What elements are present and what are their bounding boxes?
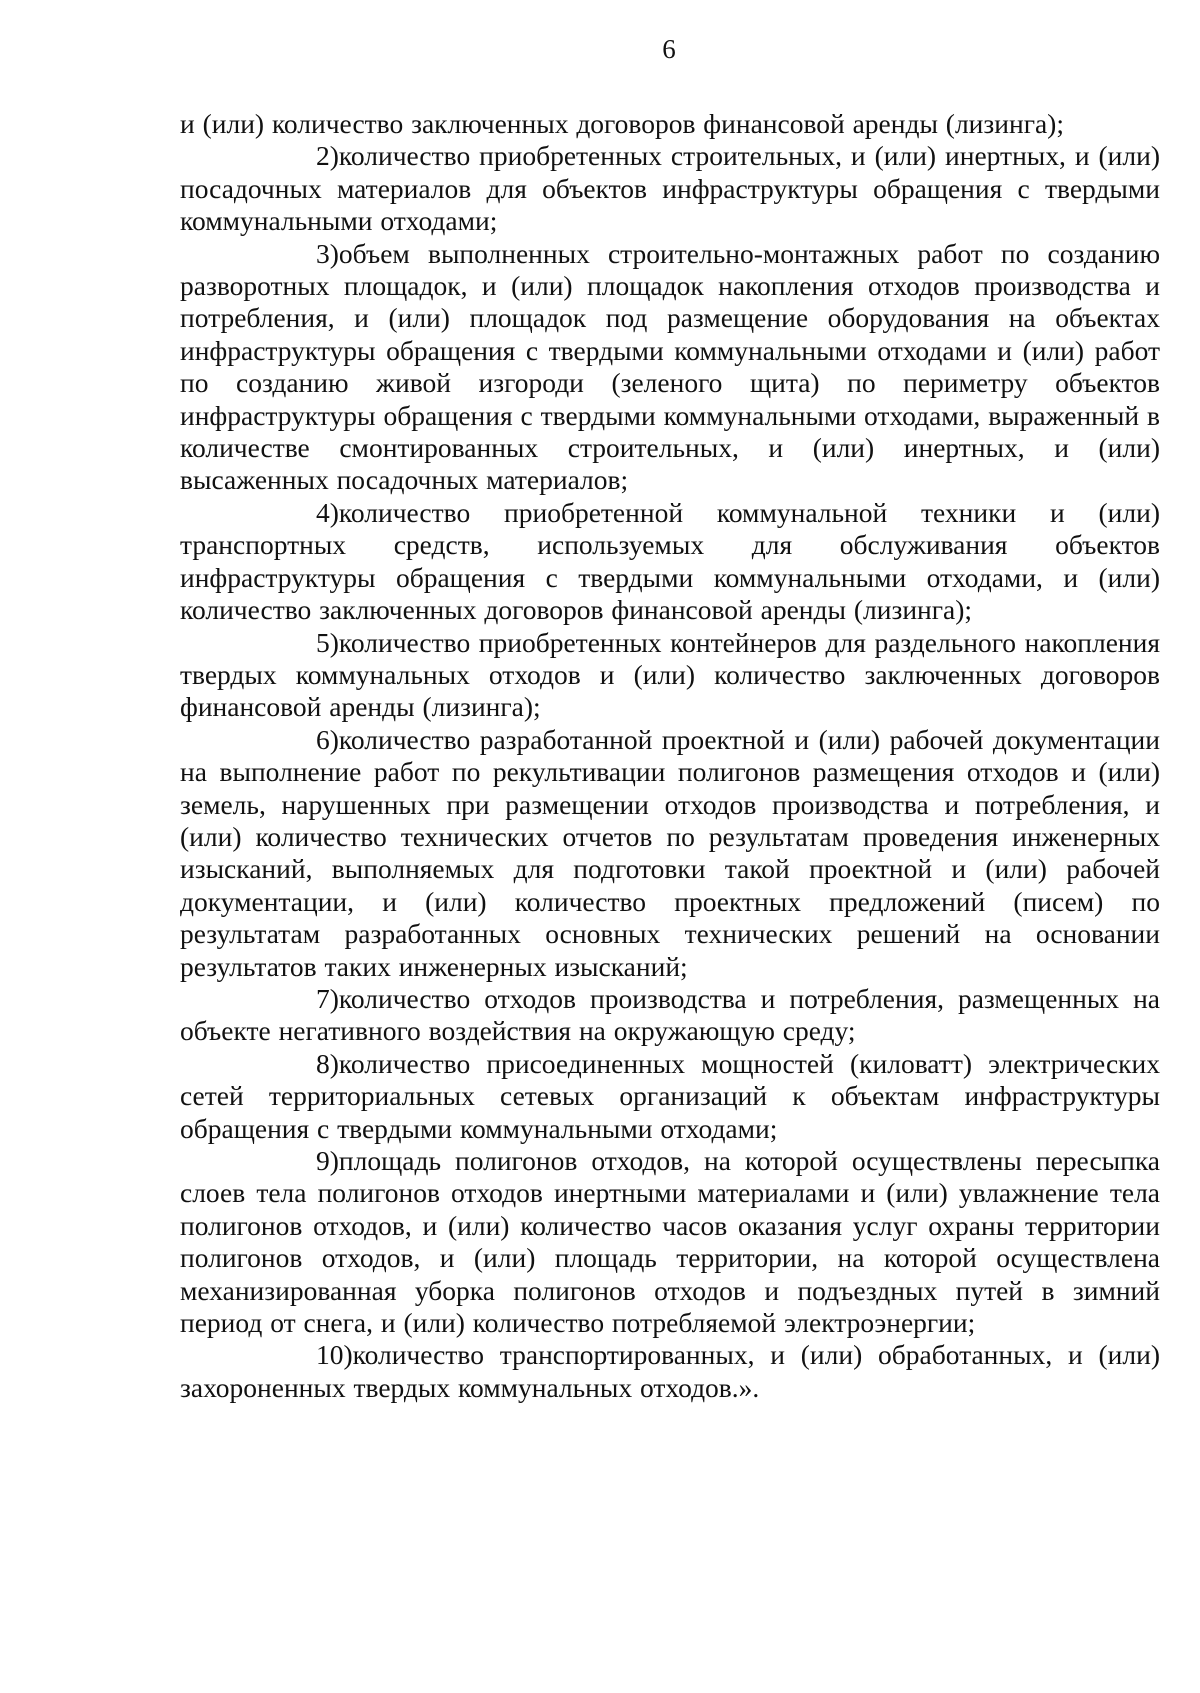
item-number: 6) xyxy=(316,723,339,755)
list-item-8 xyxy=(180,1048,1160,1145)
item-text: количество присоединенных мощностей (киловатт) электрических сетей территориальных сетевых организаций к объектам инфраструктуры обращения с твердыми коммунальными отходами; xyxy=(180,1047,1160,1144)
item-text: количество приобретенных контейнеров для раздельного накопления твердых коммунальных отходов и (или) количество заключенных договоров финансовой аренды (лизинга); xyxy=(180,626,1160,723)
document-body xyxy=(180,108,1160,1404)
list-item-10 xyxy=(180,1339,1160,1404)
item-number: 2) xyxy=(316,140,339,172)
item-text: площадь полигонов отходов, на которой осуществлены пересыпка слоев тела полигонов отходов инертными материалами и (или) увлажнение тела полигонов отходов, и (или) количество часов оказания услуг охраны территории полигонов отходов, и (или) площадь территории, на которой осуществлена механизированная уборка полигонов отходов и подъездных путей в зимний период от снега, и (или) количество потребляемой электроэнергии; xyxy=(180,1145,1160,1339)
item-number: 7) xyxy=(316,982,339,1014)
item-number: 4) xyxy=(316,496,339,528)
item-text: объем выполненных строительно-монтажных работ по созданию разворотных площадок, и (или) площадок накопления отходов производства и потребления, и (или) площадок под размещение оборудования на объектах инфраструктуры обращения с твердыми коммунальными отходами и (или) работ по созданию живой изгороди (зеленого щита) по периметру объектов инфраструктуры обращения с твердыми коммунальными отходами, выраженный в количестве смонтированных строительных, и (или) инертных, и (или) высаженных посадочных материалов; xyxy=(180,237,1160,496)
item-text: количество разработанной проектной и (или) рабочей документации на выполнение работ по рекультивации полигонов размещения отходов и (или) земель, нарушенных при размещении отходов производства и потребления, и (или) количество технических отчетов по результатам проведения инженерных изысканий, выполняемых для подготовки такой проектной и (или) рабочей документации, и (или) количество проектных предложений (писем) по результатам разработанных основных технических решений на основании результатов таких инженерных изысканий; xyxy=(180,723,1160,982)
list-item-7 xyxy=(180,983,1160,1048)
item-text: количество приобретенной коммунальной техники и (или) транспортных средств, используемых для обслуживания объектов инфраструктуры обращения с твердыми коммунальными отходами, и (или) количество заключенных договоров финансовой аренды (лизинга); xyxy=(180,496,1160,626)
list-item-3 xyxy=(180,238,1160,497)
list-item-5 xyxy=(180,627,1160,724)
list-item-2 xyxy=(180,140,1160,237)
list-item-4 xyxy=(180,497,1160,627)
paragraph-text: и (или) количество заключенных договоров финансовой аренды (лизинга); xyxy=(180,108,1064,139)
list-item-9 xyxy=(180,1145,1160,1339)
page-number: 6 xyxy=(662,34,676,64)
list-item-6 xyxy=(180,724,1160,983)
item-number: 9) xyxy=(316,1145,339,1176)
item-number: 8) xyxy=(316,1047,339,1079)
item-text: количество отходов производства и потребления, размещенных на объекте негативного воздействия на окружающую среду; xyxy=(180,982,1160,1047)
item-text: количество приобретенных строительных, и (или) инертных, и (или) посадочных материалов для объектов инфраструктуры обращения с твердыми коммунальными отходами; xyxy=(180,140,1160,237)
item-number: 3) xyxy=(316,237,339,269)
item-number: 5) xyxy=(316,626,339,658)
paragraph-continuation xyxy=(180,108,1160,140)
item-number: 10) xyxy=(316,1339,353,1371)
item-text: количество транспортированных, и (или) обработанных, и (или) захороненных твердых коммунальных отходов.». xyxy=(180,1339,1160,1403)
